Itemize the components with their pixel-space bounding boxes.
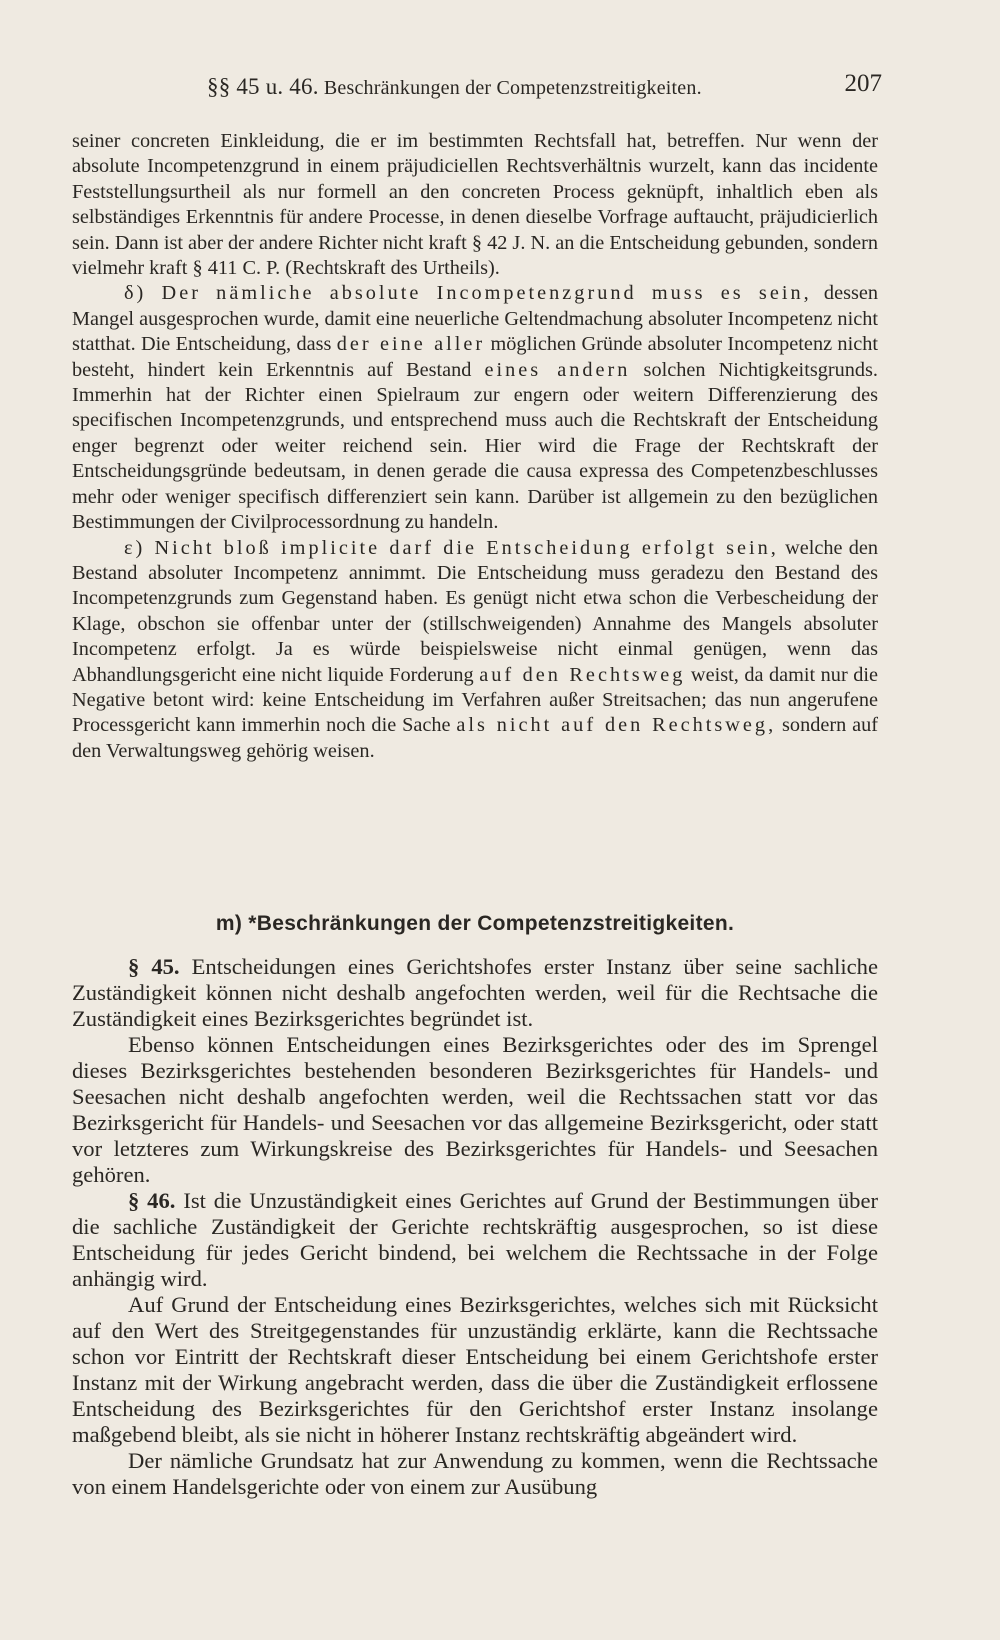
text-run: dessen Mangel ausgesprochen wurde, damit eine neuerliche Geltendmachung absoluter Incompetenz nicht statthat. Die Entscheidung, dass <box>72 282 878 356</box>
paragraph-epsilon <box>72 536 878 765</box>
running-head <box>207 74 702 100</box>
section-heading: m) *Beschränkungen der Competenzstreitigkeiten. <box>215 912 735 935</box>
text-run: Entscheidungen eines Gerichtshofes erster Instanz über seine sachliche Zuständigkeit können nicht deshalb angefochten werden, weil für die Rechtsache die Zuständigkeit eines Bezirksgerichtes begründet ist. <box>72 954 878 1031</box>
paragraph-continuation: seiner concreten Einkleidung, die er im bestimmten Rechtsfall hat, betreffen. Nur wenn der absolute Incompetenzgrund in einem präjudiciellen Rechtsverhältnis wurzelt, kann das incidente Feststellungsurtheil als nur formell an den concreten Process geknüpft, inhaltlich eben als selbständiges Erkenntnis für andere Processe, in denen dieselbe Vorfrage auftaucht, präjudicierlich sein. Dann ist aber der andere Richter nicht kraft § 42 J. N. an die Entscheidung gebunden, sondern vielmehr kraft § 411 C. P. (Rechtskraft des Urtheils). <box>72 130 878 280</box>
text-run: Ist die Unzuständigkeit eines Gerichtes auf Grund der Bestimmungen über die sachliche Zuständigkeit der Gerichte rechtskräftig ausgesprochen, so ist diese Entscheidung für jedes Gericht bindend, bei welchem die Rechtssache in der Folge anhängig wird. <box>72 1188 878 1291</box>
section-45-paragraph-2: Ebenso können Entscheidungen eines Bezirksgerichtes oder des im Sprengel dieses Bezirksgerichtes bestehenden besonderen Bezirksgerichtes für Handels- und Seesachen nicht deshalb angefochten werden, weil die Rechtssachen statt vor das Bezirksgericht für Handels- und Seesachen vor das allgemeine Bezirksgericht, oder statt vor letzteres zum Wirkungskreise des Bezirksgerichtes für Handels- und Seesachen gehören. <box>72 1032 878 1187</box>
header-sections: §§ 45 u. 46. <box>207 74 319 99</box>
section-46-paragraph-2: Auf Grund der Entscheidung eines Bezirksgerichtes, welches sich mit Rücksicht auf den Wert des Streitgegenstandes für unzuständig erklärte, kann die Rechtssache schon vor Eintritt der Rechtskraft dieser Entscheidung bei einem Gerichtshofe erster Instanz mit der Wirkung angebracht werden, dass die über die Zuständigkeit erflossene Entscheidung des Bezirksgerichtes für den Gerichtshof erster Instanz insolange maßgebend bleibt, als sie nicht in höherer Instanz rechtskräftig abgeändert wird. <box>72 1292 878 1447</box>
text-run: welche den Bestand absoluter Incompetenz annimmt. Die Entscheidung muss geradezu den Bestand des Incompetenzgrunds zum Gegenstand haben. Es genügt nicht etwa schon die Verbescheidung der Klage, obschon sie offenbar unter der (stillschweigenden) Annahme des Mangels absoluter Incompetenz erfolgt. Ja es würde beispielsweise nicht einmal genügen, wenn das Abhandlungsgericht eine nicht liquide Forderung <box>72 536 878 686</box>
spaced-emphasis: der eine aller <box>336 333 486 356</box>
spaced-emphasis: auf den Rechtsweg <box>479 663 686 686</box>
statute-text-block <box>72 954 878 1500</box>
page-number: 207 <box>844 70 882 97</box>
section-45-label: § 45. <box>128 954 180 979</box>
spaced-lead: ε) Nicht bloß implicite darf die Entscheidung erfolgt sein, <box>124 536 779 559</box>
section-46-paragraph-3: Der nämliche Grundsatz hat zur Anwendung zu kommen, wenn die Rechtssache von einem Handelsgerichte oder von einem zur Ausübung <box>72 1448 878 1499</box>
text-run: solchen Nichtigkeitsgrunds. Immerhin hat der Richter einen Spielraum zur engern oder weitern Differenzierung des specifischen Incompetenzgrunds, und entsprechend muss auch die Rechtskraft der Entscheidung enger begrenzt oder weiter reichend sein. Hier wird die Frage der Rechtskraft der Entscheidungsgründe bedeutsam, in denen gerade die causa expressa des Competenzbeschlusses mehr oder weniger specifisch differenziert sein kann. Darüber ist allgemein zu den bezüglichen Bestimmungen der Civilprocessordnung zu handeln. <box>72 358 879 534</box>
spaced-emphasis: eines andern <box>484 358 631 381</box>
text-run: möglichen Gründe absoluter Incompetenz nicht besteht, hindert kein Erkenntnis auf Bestand <box>72 333 878 381</box>
text-run: sondern auf den Verwaltungsweg gehörig weisen. <box>72 714 879 762</box>
section-45-paragraph <box>72 954 878 1032</box>
header-title: Beschränkungen der Competenzstreitigkeiten. <box>323 77 702 99</box>
section-46-label: § 46. <box>128 1188 176 1213</box>
section-46-paragraph <box>72 1188 878 1292</box>
text-run: weist, da damit nur die Negative betont wird: keine Entscheidung im Verfahren außer Streitsachen; das nun angerufene Processgericht kann immerhin noch die Sache <box>72 663 878 737</box>
spaced-lead: δ) Der nämliche absolute Incompetenzgrund muss es sein, <box>124 282 812 305</box>
paragraph-delta <box>72 281 878 535</box>
page-header <box>72 70 882 104</box>
spaced-emphasis: als nicht auf den Rechtsweg, <box>456 714 777 737</box>
upper-text-block <box>72 129 878 764</box>
